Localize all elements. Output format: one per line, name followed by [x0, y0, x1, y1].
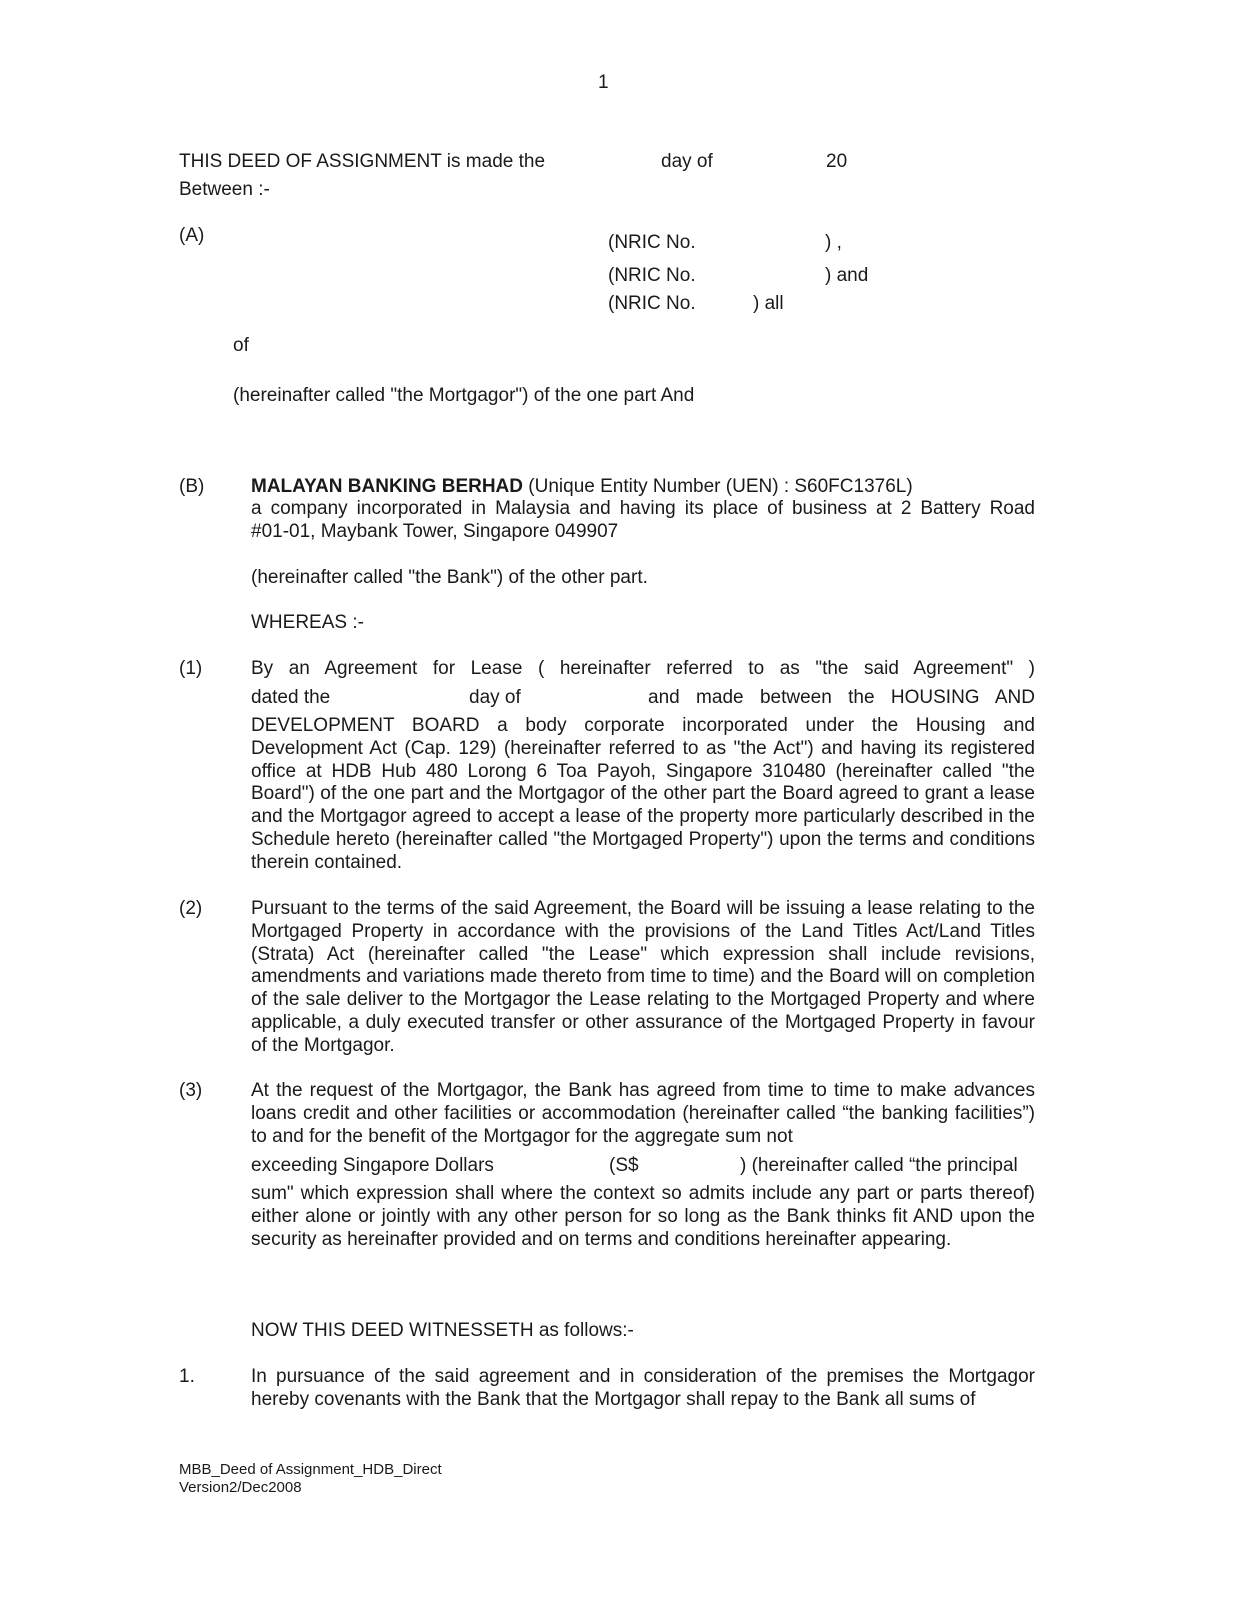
recital-1-label: (1) — [179, 658, 203, 679]
nric-2-close: ) and — [825, 265, 869, 286]
between-label: Between :- — [179, 179, 270, 200]
day-of-label: day of — [661, 151, 713, 172]
recital-1-made-between: and made between the HOUSING AND — [648, 687, 1035, 708]
page-number: 1 — [598, 72, 609, 93]
footer-version: Version2/Dec2008 — [179, 1479, 302, 1496]
recital-1-line-1: By an Agreement for Lease ( hereinafter referred to as "the said Agreement" ) — [251, 658, 1035, 679]
clause-1-body: In pursuance of the said agreement and in consideration of the premises the Mortgagor hereby covenants with the Bank that the Mortgagor shall repay to the Bank all sums of — [251, 1366, 1035, 1410]
year-label: 20 — [826, 151, 848, 172]
recital-3-exceeding: exceeding Singapore Dollars — [251, 1155, 494, 1176]
recital-3-body-1: At the request of the Mortgagor, the Bank has agreed from time to time to make advances loans credit and other facilities or accommodation (hereinafter called “the banking facilities”) to and for the benefit of the Mortgagor for the aggregate sum not — [251, 1080, 1035, 1147]
nric-2-label: (NRIC No. — [608, 265, 696, 286]
bank-address-line-1: a company incorporated in Malaysia and having its place of business at 2 Battery Road — [251, 498, 1035, 519]
recital-1-body: DEVELOPMENT BOARD a body corporate incorporated under the Housing and Development Act (Cap. 129) (hereinafter referred to as "the Act") and having its registered office at HDB Hub 480 Lorong 6 Toa Payoh, Singapore 310480 (hereinafter called "the Board") of the one part and the Mortgagor of the other part the Board agreed to grant a lease and the Mortgagor agreed to accept a lease of the property more particularly described in the Schedule hereto (hereinafter called "the Mortgaged Property") upon the terms and conditions therein contained. — [251, 715, 1035, 873]
nric-3-close: ) all — [753, 293, 784, 314]
deed-title-line: THIS DEED OF ASSIGNMENT is made the — [179, 151, 546, 172]
recital-1-dated: dated the — [251, 687, 331, 708]
clause-1-label: 1. — [179, 1366, 195, 1387]
bank-name-line — [251, 476, 913, 498]
whereas-heading: WHEREAS :- — [251, 612, 364, 633]
footer-doc-name: MBB_Deed of Assignment_HDB_Direct — [179, 1461, 442, 1478]
bank-definition: (hereinafter called "the Bank") of the other part. — [251, 567, 648, 588]
party-a-label: (A) — [179, 225, 205, 246]
nric-1-label: (NRIC No. — [608, 232, 696, 253]
mortgagor-definition: (hereinafter called "the Mortgagor") of the one part And — [233, 385, 695, 406]
bank-address-line-2: #01-01, Maybank Tower, Singapore 049907 — [251, 521, 619, 542]
party-a-of: of — [233, 335, 249, 356]
witnesseth-heading: NOW THIS DEED WITNESSETH as follows:- — [251, 1320, 634, 1341]
recital-3-label: (3) — [179, 1080, 203, 1101]
recital-2-body: Pursuant to the terms of the said Agreement, the Board will be issuing a lease relating to the Mortgaged Property in accordance with the provisions of the Land Titles Act/Land Titles (Strata) Act (hereinafter called "the Lease" which expression shall include revisions, amendments and variations made thereto from time to time) and the Board will on completion of the sale deliver to the Mortgagor the Lease relating to the Mortgaged Property and where applicable, a duly executed transfer or other assurance of the Mortgaged Property in favour of the Mortgagor. — [251, 898, 1035, 1056]
recital-1-day-of: day of — [469, 687, 521, 708]
nric-1-close: ) , — [825, 232, 842, 253]
recital-2-label: (2) — [179, 898, 203, 919]
nric-3-label: (NRIC No. — [608, 293, 696, 314]
bank-uen: (Unique Entity Number (UEN) : S60FC1376L) — [528, 476, 913, 497]
recital-3-body-2: sum" which expression shall where the context so admits include any part or parts thereof) either alone or jointly with any other person for so long as the Bank thinks fit AND upon the security as hereinafter provided and on terms and conditions hereinafter appearing. — [251, 1183, 1035, 1250]
party-b-label: (B) — [179, 476, 205, 497]
recital-3-principal: ) (hereinafter called “the principal — [740, 1155, 1018, 1176]
recital-3-sgd: (S$ — [609, 1155, 639, 1176]
bank-name: MALAYAN BANKING BERHAD — [251, 476, 524, 497]
